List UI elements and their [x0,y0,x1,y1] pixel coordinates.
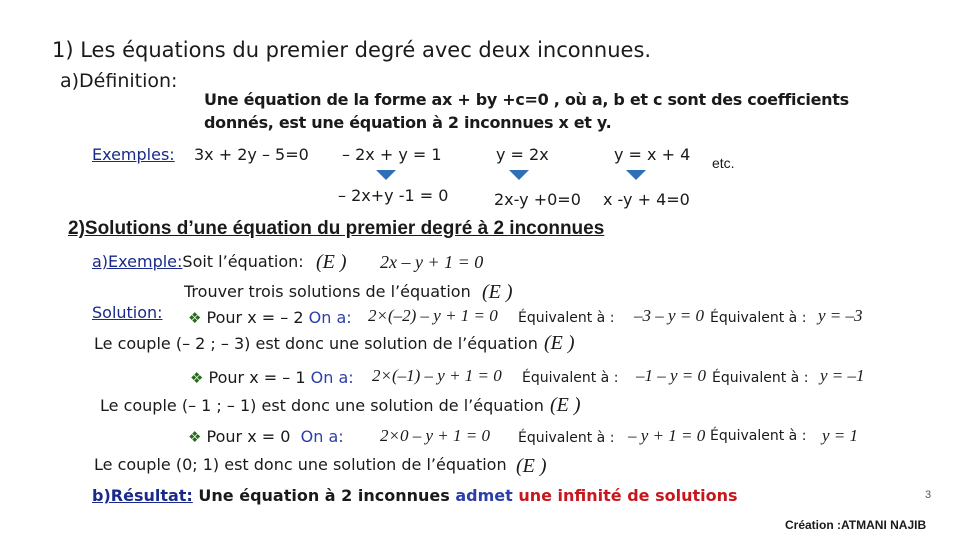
examples-etc: etc. [712,155,735,171]
case-1-equiv-1: Équivalent à : [518,310,615,326]
section-title-2: 2)Solutions d’une équation du premier degré à 2 inconnues [68,218,605,239]
case-1-equiv-2: Équivalent à : [710,310,807,326]
resultat-text-c: une infinité de solutions [518,486,738,505]
case-2-equiv-1: Équivalent à : [522,370,619,386]
case-1-pour: ❖ Pour x = – 2 On a: [188,308,352,327]
diamond-bullet-icon: ❖ [190,369,204,387]
equation-name: (E ) [516,455,547,477]
example-4: y = x + 4 [614,145,691,164]
case-2-step: –1 – y = 0 [636,366,707,385]
equation-name: (E ) [544,332,575,354]
solution-label: Solution: [92,303,163,322]
equation-main: 2x – y + 1 = 0 [380,252,484,272]
case-3-result: y = 1 [822,426,859,445]
equation-name: (E ) [316,251,347,273]
resultat-line [92,486,738,505]
diamond-bullet-icon: ❖ [188,428,202,446]
equation-name: (E ) [550,394,581,416]
case-2-pour: ❖ Pour x = – 1 On a: [190,368,354,387]
case-1-result: y = –3 [818,306,863,325]
case-3-equiv-2: Équivalent à : [710,428,807,444]
soit-text: Soit l’équation: [182,252,304,271]
rewritten-example-4: x -y + 4=0 [603,190,690,209]
definition-line-2: donnés, est une équation à 2 inconnues x et y. [204,113,612,132]
example-2: – 2x + y = 1 [342,145,442,164]
case-3-step: – y + 1 = 0 [628,426,706,445]
case-1-couple: Le couple (– 2 ; – 3) est donc une solution de l’équation [94,334,538,353]
exemple-label: a)Exemple: [92,252,183,271]
definition-line-1: Une équation de la forme ax + by +c=0 , où a, b et c sont des coefficients [204,90,849,109]
case-2-result: y = –1 [820,366,865,385]
down-arrow-icon [375,169,397,181]
case-1-step: –3 – y = 0 [634,306,705,325]
case-3-couple: Le couple (0; 1) est donc une solution de l’équation [94,455,507,474]
example-1: 3x + 2y – 5=0 [194,145,309,164]
page-number: 3 [925,489,932,501]
case-2-equiv-2: Équivalent à : [712,370,809,386]
case-3-pour: ❖ Pour x = 0 On a: [188,427,344,446]
case-1-substitution: 2×(–2) – y + 1 = 0 [368,306,498,325]
case-2-couple: Le couple (– 1 ; – 1) est donc une solution de l’équation [100,396,544,415]
rewritten-example-2: – 2x+y -1 = 0 [338,186,449,205]
case-2-substitution: 2×(–1) – y + 1 = 0 [372,366,502,385]
diamond-bullet-icon: ❖ [188,309,202,327]
rewritten-example-3: 2x-y +0=0 [494,190,581,209]
case-3-equiv-1: Équivalent à : [518,430,615,446]
down-arrow-icon [508,169,530,181]
example-line [92,252,304,271]
definition-label: a)Définition: [60,70,178,92]
equation-name: (E ) [482,281,513,303]
examples-label: Exemples: [92,145,175,164]
down-arrow-icon [625,169,647,181]
resultat-text-b: admet [455,486,513,505]
resultat-label: b)Résultat: [92,486,193,505]
example-3: y = 2x [496,145,549,164]
credit-text: Création :ATMANI NAJIB [785,518,927,532]
section-title-1: 1) Les équations du premier degré avec deux inconnues. [52,38,652,62]
trouver-text: Trouver trois solutions de l’équation [184,282,471,301]
resultat-text-a: Une équation à 2 inconnues [198,486,450,505]
case-3-substitution: 2×0 – y + 1 = 0 [380,426,490,445]
